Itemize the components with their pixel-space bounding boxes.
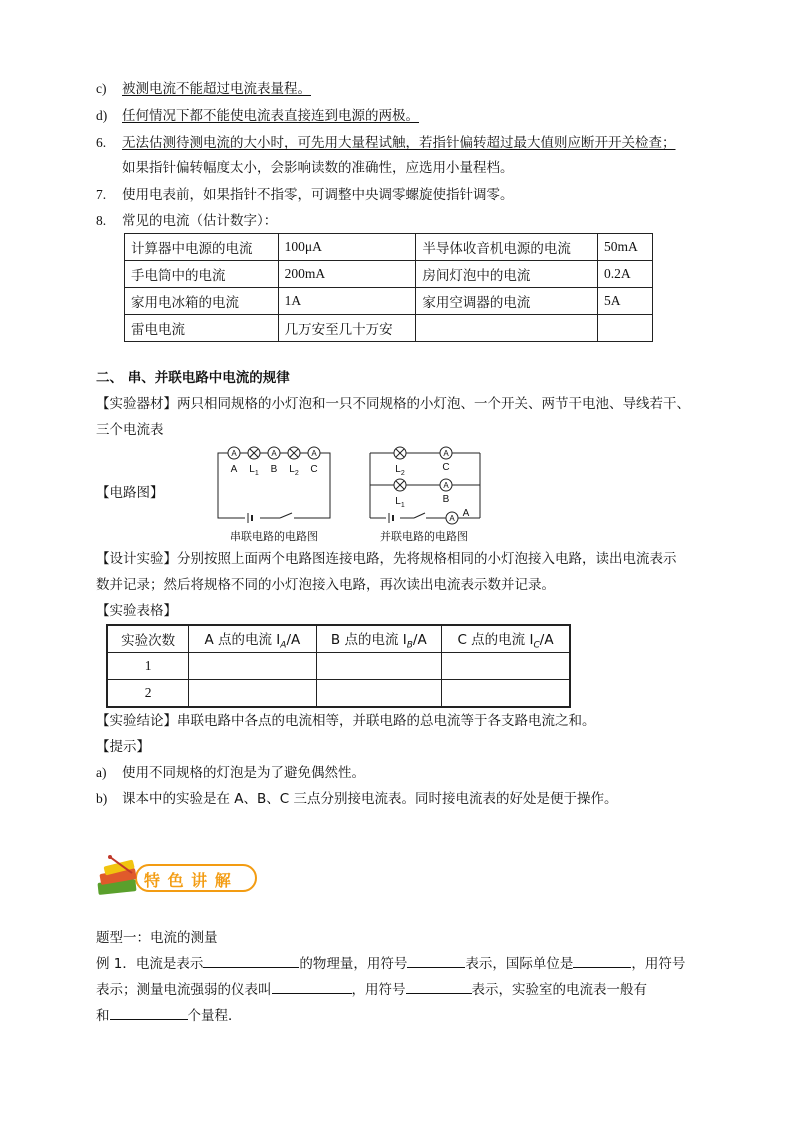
equipment-line — [96, 394, 690, 414]
component-label: $L_2$ — [395, 464, 405, 477]
ex-text: ，用符号 — [631, 956, 686, 972]
table-row — [107, 680, 570, 708]
conclusion-line — [96, 711, 596, 731]
answer-blank[interactable] — [272, 979, 352, 994]
table-row — [125, 261, 653, 288]
design-line — [96, 549, 677, 569]
design-cont: 数并记录；然后将规格不同的小灯泡接入电路，再次读出电流表示数并记录。 — [96, 577, 555, 593]
ex-text: 表示，国际单位是 — [465, 956, 574, 972]
design-label: 【设计实验】 — [96, 551, 177, 567]
table-cell: 家用电冰箱的电流 — [125, 288, 279, 315]
experiment-table — [106, 624, 571, 708]
tip-b — [96, 789, 618, 809]
note-text: 使用电表前，如果指针不指零，可调整中央调零螺旋使指针调零。 — [122, 187, 514, 203]
component-label: B — [270, 464, 278, 475]
trial-number: 1 — [107, 653, 189, 680]
table-header: 实验次数 — [107, 625, 189, 653]
ex-text: 的物理量，用符号 — [299, 956, 408, 972]
series-circuit-diagram — [210, 440, 340, 546]
equipment-cont: 三个电流表 — [96, 422, 164, 438]
ammeter-letter: A — [449, 514, 455, 523]
component-label: C — [310, 464, 318, 475]
tip-a-label: a) — [96, 765, 107, 780]
component-label: $L_2$ — [289, 464, 299, 477]
feature-banner — [96, 855, 261, 901]
type-title: 题型一：电流的测量 — [96, 930, 218, 946]
component-label: A — [230, 464, 238, 475]
table-cell: 50mA — [598, 234, 653, 261]
section-heading: 二、 串、并联电路中电流的规律 — [96, 370, 290, 386]
table-cell: 1A — [278, 288, 416, 315]
exercise-line-3 — [96, 1005, 242, 1026]
empty-cell[interactable] — [189, 653, 316, 680]
note-label: c) — [96, 81, 107, 96]
ammeter-letter: A — [311, 449, 317, 458]
ammeter-letter: A — [271, 449, 277, 458]
ex-text: 表示，实验室的电流表一般有 — [471, 982, 647, 998]
table-header: B 点的电流 $I_B/A$ — [316, 625, 441, 653]
table-cell: 5A — [598, 288, 653, 315]
tip-label: 【提示】 — [96, 739, 150, 755]
table-row — [107, 653, 570, 680]
series-caption: 串联电路的电路图 — [230, 531, 318, 543]
ammeter-letter: A — [443, 449, 449, 458]
table-cell: 家用空调器的电流 — [416, 288, 598, 315]
table-cell: 100μA — [278, 234, 416, 261]
common-current-table — [124, 233, 653, 342]
ex-text: 和 — [96, 1008, 110, 1024]
table-cell: 手电筒中的电流 — [125, 261, 279, 288]
table-cell: 几万安至几十万安 — [278, 315, 416, 342]
exercise-line-1 — [96, 953, 685, 974]
equipment-label: 【实验器材】 — [96, 396, 177, 412]
exercise-line-2 — [96, 979, 647, 1000]
component-label: A — [462, 508, 470, 519]
circuit-label: 【电路图】 — [96, 485, 164, 501]
note-6 — [96, 133, 676, 153]
table-cell: 200mA — [278, 261, 416, 288]
empty-cell[interactable] — [442, 680, 570, 708]
empty-cell[interactable] — [189, 680, 316, 708]
note-text: 任何情况下都不能使电流表直接连到电源的两极。 — [122, 108, 419, 124]
note-label: d) — [96, 108, 108, 123]
note-c — [96, 79, 311, 99]
table-cell: 房间灯泡中的电流 — [416, 261, 598, 288]
component-label: C — [442, 462, 450, 473]
empty-cell[interactable] — [442, 653, 570, 680]
table-cell: 半导体收音机电源的电流 — [416, 234, 598, 261]
note-label: 6. — [96, 135, 107, 150]
table-header: C 点的电流 $I_C/A$ — [442, 625, 570, 653]
tip-b-text: 课本中的实验是在 A、B、C 三点分别接电流表。同时接电流表的好处是便于操作。 — [122, 791, 618, 807]
answer-blank[interactable] — [406, 979, 472, 994]
answer-blank[interactable] — [203, 953, 299, 968]
note-label: 7. — [96, 187, 107, 202]
ammeter-letter: A — [443, 481, 449, 490]
table-row — [125, 234, 653, 261]
note-d — [96, 106, 419, 126]
parallel-caption: 并联电路的电路图 — [380, 531, 468, 543]
banner-text: 特 色 讲 解 — [144, 871, 232, 890]
empty-cell[interactable] — [316, 653, 441, 680]
tip-a-text: 使用不同规格的灯泡是为了避免偶然性。 — [122, 765, 365, 781]
note-text: 被测电流不能超过电流表量程。 — [122, 81, 311, 97]
ex-text: 个量程． — [187, 1008, 242, 1024]
table-label: 【实验表格】 — [96, 603, 177, 619]
note-6-cont: 如果指针偏转幅度太小，会影响读数的准确性，应选用小量程档。 — [122, 160, 514, 176]
note-text: 无法估测待测电流的大小时，可先用大量程试触，若指针偏转超过最大值则应断开开关检查； — [122, 135, 676, 151]
tip-a — [96, 763, 365, 783]
table-cell: 计算器中电源的电流 — [125, 234, 279, 261]
conclusion-label: 【实验结论】 — [96, 713, 177, 729]
ex-text: 例 1．电流是表示 — [96, 956, 204, 972]
answer-blank[interactable] — [407, 953, 465, 968]
ammeter-letter: A — [231, 449, 237, 458]
answer-blank[interactable] — [110, 1005, 188, 1020]
note-7 — [96, 185, 514, 205]
table-cell: 雷电电流 — [125, 315, 279, 342]
component-label: $L_1$ — [395, 496, 405, 509]
design-text: 分别按照上面两个电路图连接电路，先将规格相同的小灯泡接入电路，读出电流表示 — [177, 551, 677, 567]
parallel-circuit-diagram — [362, 440, 488, 546]
table-cell: 0.2A — [598, 261, 653, 288]
ex-text: ，用符号 — [351, 982, 406, 998]
series-wire — [218, 453, 330, 518]
note-label: 8. — [96, 213, 107, 228]
tip-b-label: b) — [96, 791, 108, 806]
table-header-row — [107, 625, 570, 653]
answer-blank[interactable] — [573, 953, 631, 968]
table-row — [125, 315, 653, 342]
component-label: B — [442, 494, 450, 505]
empty-cell[interactable] — [316, 680, 441, 708]
table-header: A 点的电流 $I_A/A$ — [189, 625, 316, 653]
note-8 — [96, 211, 277, 231]
table-cell — [416, 315, 598, 342]
equipment-text: 两只相同规格的小灯泡和一只不同规格的小灯泡、一个开关、两节干电池、导线若干、 — [177, 396, 690, 412]
component-label: $L_1$ — [249, 464, 259, 477]
trial-number: 2 — [107, 680, 189, 708]
table-cell — [598, 315, 653, 342]
table-row — [125, 288, 653, 315]
note-text: 常见的电流（估计数字）： — [122, 213, 278, 229]
ex-text: 表示；测量电流强弱的仪表叫 — [96, 982, 272, 998]
conclusion-text: 串联电路中各点的电流相等，并联电路的总电流等于各支路电流之和。 — [177, 713, 596, 729]
